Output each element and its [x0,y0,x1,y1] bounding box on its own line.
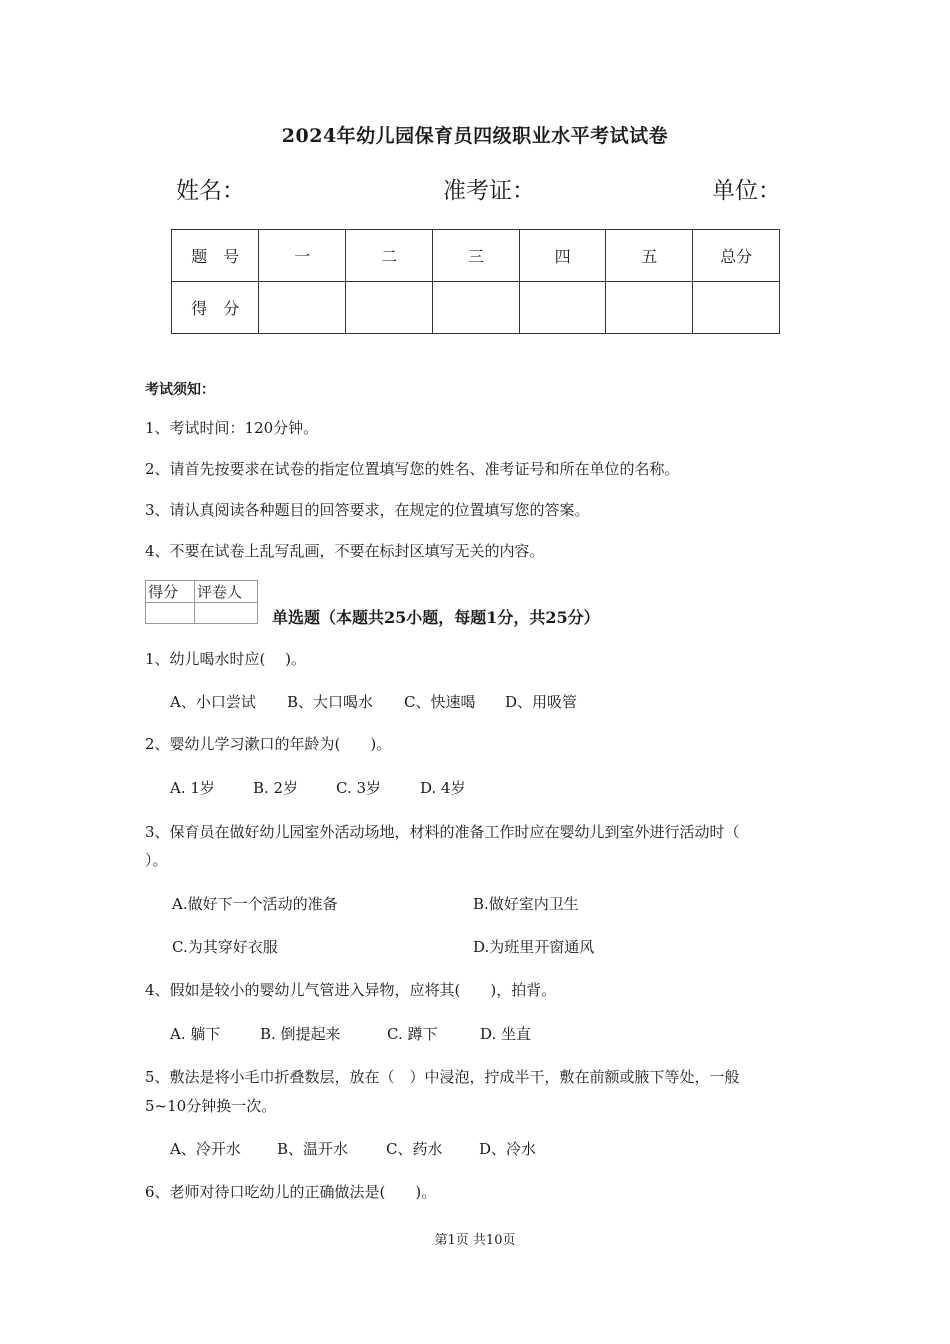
section-title: 单选题（本题共25小题，每题1分，共25分） [272,608,600,627]
notice-item: 4、不要在试卷上乱写乱画，不要在标封区填写无关的内容。 [145,542,545,560]
question-text: 6、老师对待口吃幼儿的正确做法是( )。 [145,1183,437,1201]
grader-reviewer-cell[interactable] [195,603,258,624]
question-text: 3、保育员在做好幼儿园室外活动场地，材料的准备工作时应在婴幼儿到室外进行活动时（ [145,823,740,841]
question-text-continued: ）。 [145,851,168,869]
page-footer: 第1页 共10页 [434,1233,516,1248]
answer-option[interactable]: A.做好下一个活动的准备 [172,895,338,913]
grader-score-label: 得分 [146,581,195,603]
answer-option[interactable]: B. 2岁 [253,779,299,797]
answer-option[interactable]: C.为其穿好衣服 [172,938,278,956]
answer-option[interactable]: D、用吸管 [505,693,578,711]
answer-option[interactable]: B、温开水 [277,1140,349,1158]
grader-box [145,580,258,624]
answer-option[interactable]: D. 4岁 [420,779,466,797]
score-table-header-row [172,230,780,282]
grader-reviewer-label: 评卷人 [195,581,258,603]
exam-title: 2024年幼儿园保育员四级职业水平考试试卷 [281,125,669,147]
question-text: 4、假如是较小的婴幼儿气管进入异物，应将其( )，拍背。 [145,981,557,999]
question-text: 1、幼儿喝水时应( )。 [145,650,307,668]
notice-item: 3、请认真阅读各种题目的回答要求，在规定的位置填写您的答案。 [145,501,590,519]
answer-option[interactable]: B、大口喝水 [287,693,374,711]
score-col-5: 五 [606,230,693,282]
question-text: 2、婴幼儿学习漱口的年龄为( )。 [145,735,392,753]
score-col-1: 一 [259,230,346,282]
score-col-4: 四 [519,230,606,282]
score-table-row-label: 得 分 [172,282,259,334]
answer-option[interactable]: C、药水 [386,1140,443,1158]
score-col-total: 总分 [693,230,780,282]
score-cell-4[interactable] [519,282,606,334]
answer-option[interactable]: A、冷开水 [170,1140,241,1158]
score-col-3: 三 [432,230,519,282]
answer-option[interactable]: C、快速喝 [404,693,476,711]
notice-item: 2、请首先按要求在试卷的指定位置填写您的姓名、准考证号和所在单位的名称。 [145,460,680,478]
answer-option[interactable]: D、冷水 [479,1140,537,1158]
answer-option[interactable]: A. 1岁 [170,779,215,797]
exam-id-field-label: 准考证： [443,178,535,204]
score-cell-3[interactable] [432,282,519,334]
question-text-continued: 5~10分钟换一次。 [145,1097,277,1115]
answer-option[interactable]: C. 蹲下 [387,1025,438,1043]
question-text: 5、敷法是将小毛巾折叠数层，放在（ ）中浸泡，拧成半干，敷在前额或腋下等处，一般 [145,1068,740,1086]
answer-option[interactable]: A. 躺下 [170,1025,221,1043]
score-cell-5[interactable] [606,282,693,334]
grader-score-cell[interactable] [146,603,195,624]
score-cell-1[interactable] [259,282,346,334]
score-table [171,229,780,334]
score-table-score-row [172,282,780,334]
answer-option[interactable]: B.做好室内卫生 [473,895,579,913]
score-col-2: 二 [346,230,433,282]
name-field-label: 姓名： [176,178,245,204]
notice-item: 1、考试时间：120分钟。 [145,419,319,437]
answer-option[interactable]: A、小口尝试 [170,693,256,711]
answer-option[interactable]: D. 坐直 [480,1025,532,1043]
notice-heading: 考试须知： [145,382,215,398]
answer-option[interactable]: B. 倒提起来 [260,1025,341,1043]
unit-field-label: 单位： [712,178,781,204]
score-cell-total[interactable] [693,282,780,334]
score-cell-2[interactable] [346,282,433,334]
score-table-header-label: 题 号 [172,230,259,282]
answer-option[interactable]: D.为班里开窗通风 [473,938,595,956]
answer-option[interactable]: C. 3岁 [336,779,382,797]
